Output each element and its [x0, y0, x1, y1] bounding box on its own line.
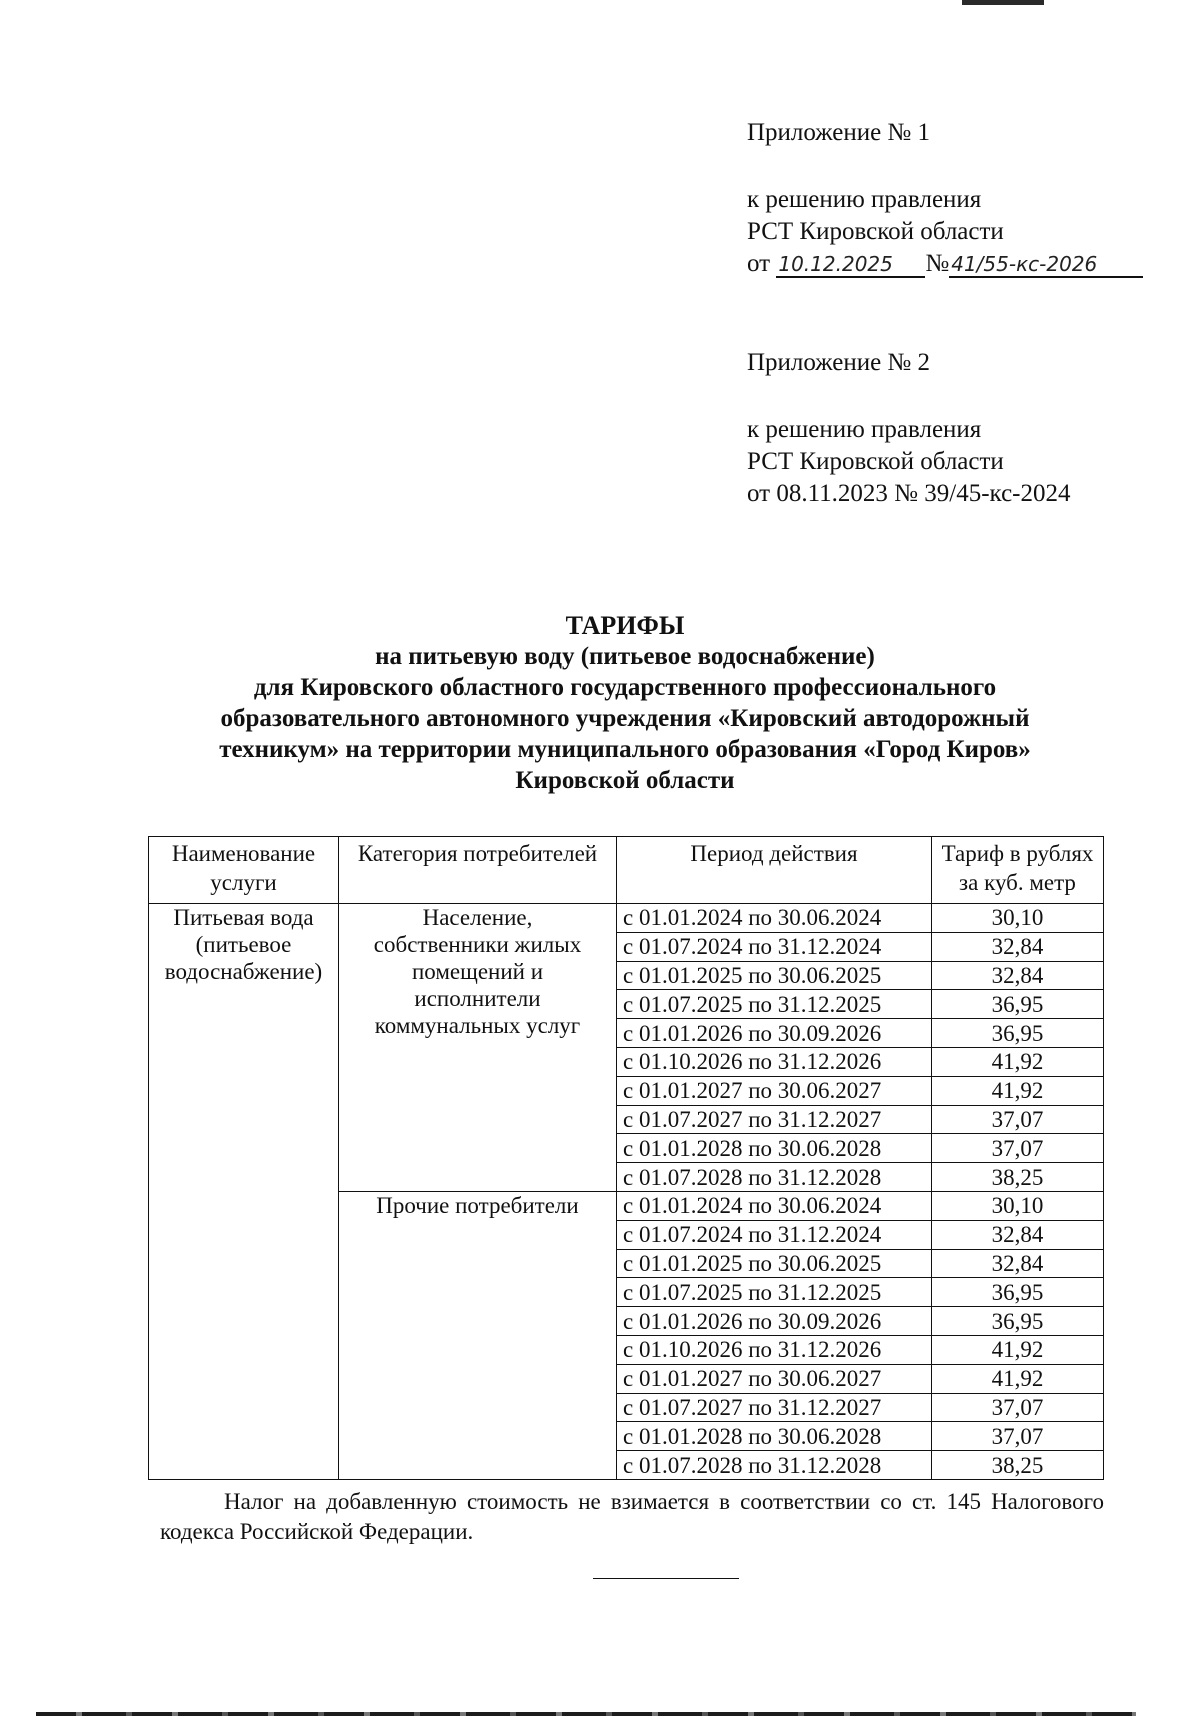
period-cell: с 01.10.2026 по 31.12.2026: [617, 1047, 932, 1076]
scan-artifact-bottom: [36, 1712, 1136, 1716]
appendix-1-date-line: [747, 248, 1143, 280]
service-cell: Питьевая вода (питьевое водоснабжение): [149, 904, 339, 1480]
rate-cell: 30,10: [932, 1191, 1104, 1220]
table-body: [149, 904, 1104, 1480]
header-period: Период действия: [617, 837, 932, 904]
scan-artifact-top: [962, 0, 1044, 5]
period-cell: с 01.01.2024 по 30.06.2024: [617, 904, 932, 933]
rate-cell: 32,84: [932, 961, 1104, 990]
period-cell: с 01.01.2028 по 30.06.2028: [617, 1422, 932, 1451]
table-header-row: [149, 837, 1104, 904]
category-cell: Прочие потребители: [339, 1191, 617, 1479]
period-cell: с 01.07.2024 по 31.12.2024: [617, 1220, 932, 1249]
rate-cell: 38,25: [932, 1451, 1104, 1480]
rate-cell: 36,95: [932, 1307, 1104, 1336]
vat-footnote: Налог на добавленную стоимость не взимается в соответствии со ст. 145 Налогового кодекса Российской Федерации.: [160, 1489, 1104, 1544]
rate-cell: 32,84: [932, 932, 1104, 961]
header-rate: Тариф в рублях за куб. метр: [932, 837, 1104, 904]
rate-cell: 37,07: [932, 1134, 1104, 1163]
period-cell: с 01.01.2024 по 30.06.2024: [617, 1191, 932, 1220]
appendix-2-line3: от 08.11.2023 № 39/45-кс-2024: [747, 480, 1071, 507]
rate-cell: 37,07: [932, 1422, 1104, 1451]
period-cell: с 01.07.2025 по 31.12.2025: [617, 1278, 932, 1307]
rate-cell: 41,92: [932, 1047, 1104, 1076]
rate-cell: 37,07: [932, 1105, 1104, 1134]
rate-cell: 36,95: [932, 1278, 1104, 1307]
end-divider: [593, 1578, 739, 1579]
rate-cell: 37,07: [932, 1393, 1104, 1422]
period-cell: с 01.01.2028 по 30.06.2028: [617, 1134, 932, 1163]
period-cell: с 01.07.2028 по 31.12.2028: [617, 1163, 932, 1192]
period-cell: с 01.07.2027 по 31.12.2027: [617, 1105, 932, 1134]
appendix-2-block: [747, 347, 1071, 510]
period-cell: с 01.01.2025 по 30.06.2025: [617, 1249, 932, 1278]
header-service: Наименование услуги: [149, 837, 339, 904]
appendix-2-line1: к решению правления: [747, 416, 982, 443]
period-cell: с 01.07.2028 по 31.12.2028: [617, 1451, 932, 1480]
document-title: [120, 610, 1130, 796]
appendix-2-line2: РСТ Кировской области: [747, 448, 1004, 475]
category-cell: Население, собственники жилых помещений и исполнители коммунальных услуг: [339, 904, 617, 1192]
rate-cell: 36,95: [932, 990, 1104, 1019]
appendix-1-line1: к решению правления: [747, 186, 982, 213]
title-line3: образовательного автономного учреждения «Кировский автодорожный: [220, 705, 1030, 732]
title-line4: техникум» на территории муниципального образования «Город Киров»: [219, 736, 1031, 763]
appendix-1-line2: РСТ Кировской области: [747, 218, 1004, 245]
period-cell: с 01.01.2026 по 30.09.2026: [617, 1307, 932, 1336]
rate-cell: 41,92: [932, 1076, 1104, 1105]
tariffs-table: [148, 836, 1104, 1480]
rate-cell: 41,92: [932, 1364, 1104, 1393]
handwritten-number: 41/55-кс-2026: [949, 252, 1143, 278]
header-category: Категория потребителей: [339, 837, 617, 904]
title-line2: для Кировского областного государственного профессионального: [253, 674, 997, 701]
rate-cell: 32,84: [932, 1249, 1104, 1278]
rate-cell: 41,92: [932, 1335, 1104, 1364]
title-line5: Кировской области: [515, 767, 735, 794]
period-cell: с 01.07.2027 по 31.12.2027: [617, 1393, 932, 1422]
rate-cell: 38,25: [932, 1163, 1104, 1192]
title-line1: на питьевую воду (питьевое водоснабжение): [375, 643, 875, 670]
rate-cell: 32,84: [932, 1220, 1104, 1249]
appendix-1-date-prefix: от: [747, 250, 771, 277]
rate-cell: 30,10: [932, 904, 1104, 933]
period-cell: с 01.07.2025 по 31.12.2025: [617, 990, 932, 1019]
appendix-1-number: Приложение № 1: [747, 119, 931, 146]
appendix-1-block: [747, 117, 1143, 280]
handwritten-date: 10.12.2025: [776, 252, 925, 278]
period-cell: с 01.07.2024 по 31.12.2024: [617, 932, 932, 961]
rate-cell: 36,95: [932, 1019, 1104, 1048]
title-main: ТАРИФЫ: [565, 611, 685, 640]
period-cell: с 01.01.2027 по 30.06.2027: [617, 1076, 932, 1105]
appendix-2-number: Приложение № 2: [747, 349, 931, 376]
number-sign: №: [925, 250, 950, 277]
period-cell: с 01.01.2025 по 30.06.2025: [617, 961, 932, 990]
table-row: [149, 904, 1104, 933]
period-cell: с 01.01.2026 по 30.09.2026: [617, 1019, 932, 1048]
period-cell: с 01.01.2027 по 30.06.2027: [617, 1364, 932, 1393]
period-cell: с 01.10.2026 по 31.12.2026: [617, 1335, 932, 1364]
